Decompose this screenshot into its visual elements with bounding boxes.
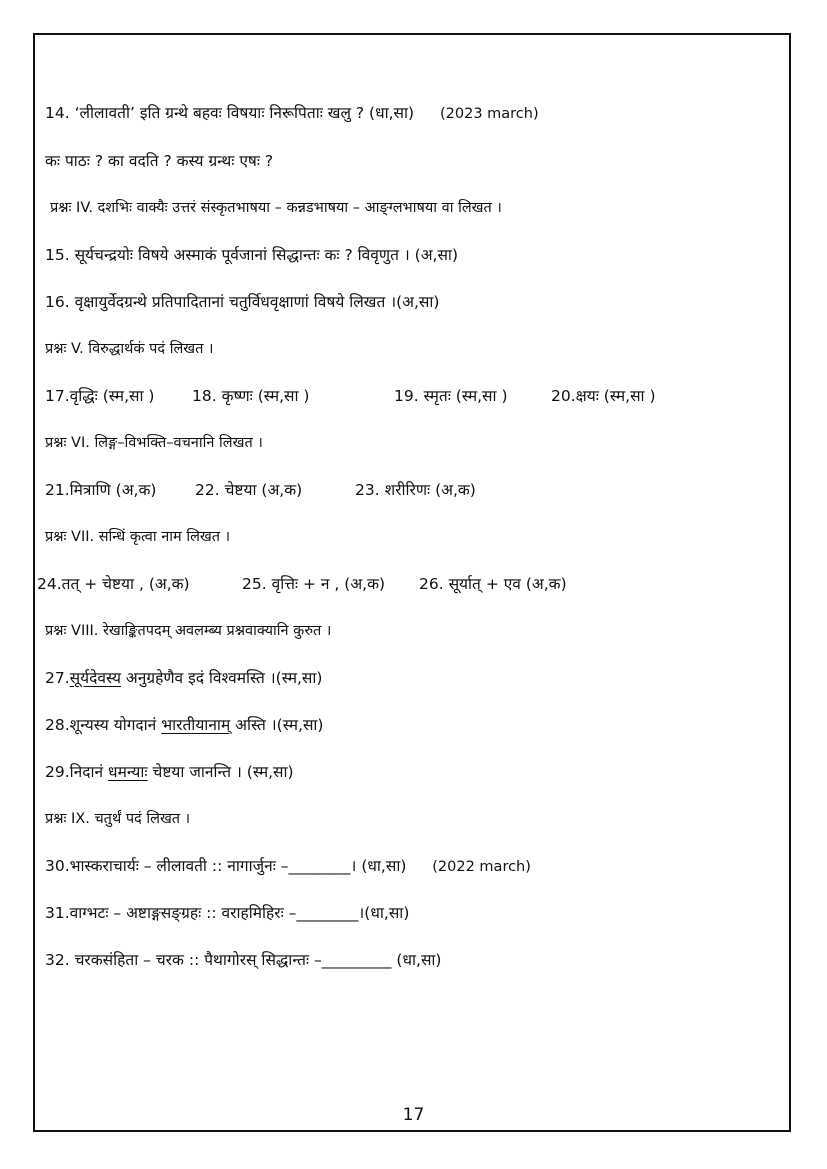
question-23: 23. शरीरिणः (अ,क)	[355, 481, 476, 499]
page-number: 17	[402, 1105, 425, 1125]
question-14-subquestions: कः पाठः ? का वदति ? कस्य ग्रन्थः एषः ?	[45, 152, 274, 170]
question-20: 20.क्षयः (स्म,सा )	[551, 387, 656, 405]
question-26: 26. सूर्यात् + एव (अ,क)	[419, 575, 567, 593]
question-30-year: (2022 march)	[432, 859, 531, 875]
underlined-word: सूर्यदेवस्य	[69, 669, 121, 687]
question-32: 32. चरकसंहिता – चरक :: पैथागोरस् सिद्धान्तः –_________ (धा,सा)	[45, 951, 442, 969]
question-29-rest: चेष्टया जानन्ति । (स्म,सा)	[147, 763, 294, 781]
question-27-rest: अनुग्रहेणैव इदं विश्वमस्ति ।(स्म,सा)	[121, 669, 323, 687]
section-8-heading: प्रश्नः VIII. रेखाङ्कितपदम् अवलम्ब्य प्रश्नवाक्यानि कुरुत ।	[45, 623, 332, 639]
section-5-heading: प्रश्नः V. विरुद्धार्थकं पदं लिखत ।	[45, 341, 214, 357]
question-14-year: (2023 march)	[439, 106, 539, 122]
section-9-heading: प्रश्नः IX. चतुर्थं पदं लिखत ।	[45, 811, 191, 827]
question-29	[45, 762, 294, 782]
question-30	[45, 856, 531, 877]
underlined-word: धमन्याः	[108, 763, 148, 781]
question-27	[45, 668, 322, 688]
question-14-text: 14. ‘लीलावती’ इति ग्रन्थे बहवः विषयाः निरूपिताः खलु ? (धा,सा)	[45, 104, 415, 122]
question-21: 21.मित्राणि (अ,क)	[45, 481, 157, 499]
question-25: 25. वृत्तिः + न , (अ,क)	[242, 575, 386, 593]
section-4-heading: प्रश्नः IV. दशभिः वाक्यैः उत्तरं संस्कृतभाषया – कन्नडभाषया – आङ्ग्लभाषया वा लिखत ।	[50, 200, 502, 216]
question-19: 19. स्मृतः (स्म,सा )	[394, 387, 508, 405]
question-27-number: 27.	[45, 669, 70, 687]
question-22: 22. चेष्टया (अ,क)	[195, 481, 303, 499]
underlined-word: भारतीयानाम्	[161, 716, 231, 734]
question-24: 24.तत् + चेष्टया , (अ,क)	[37, 575, 190, 593]
section-6-heading: प्रश्नः VI. लिङ्ग–विभक्ति–वचनानि लिखत ।	[45, 435, 263, 451]
question-14	[45, 103, 539, 124]
question-30-text: 30.भास्कराचार्यः – लीलावती :: नागार्जुनः –________। (धा,सा)	[45, 857, 407, 875]
question-28-number: 28.शून्यस्य योगदानं	[45, 716, 162, 734]
question-18: 18. कृष्णः (स्म,सा )	[192, 387, 310, 405]
section-7-heading: प्रश्नः VII. सन्धिं कृत्वा नाम लिखत ।	[45, 529, 231, 545]
question-28	[45, 715, 323, 735]
question-28-rest: अस्ति ।(स्म,सा)	[230, 716, 324, 734]
question-16: 16. वृक्षायुर्वेदग्रन्थे प्रतिपादितानां चतुर्विधवृक्षाणां विषये लिखत ।(अ,सा)	[45, 293, 440, 311]
question-15: 15. सूर्यचन्द्रयोः विषये अस्माकं पूर्वजानां सिद्धान्तः कः ? विवृणुत । (अ,सा)	[45, 246, 458, 264]
question-31: 31.वाग्भटः – अष्टाङ्गसङ्ग्रहः :: वराहमिहिरः –________।(धा,सा)	[45, 904, 410, 922]
question-29-number: 29.निदानं	[45, 763, 109, 781]
question-17: 17.वृद्धिः (स्म,सा )	[45, 387, 155, 405]
